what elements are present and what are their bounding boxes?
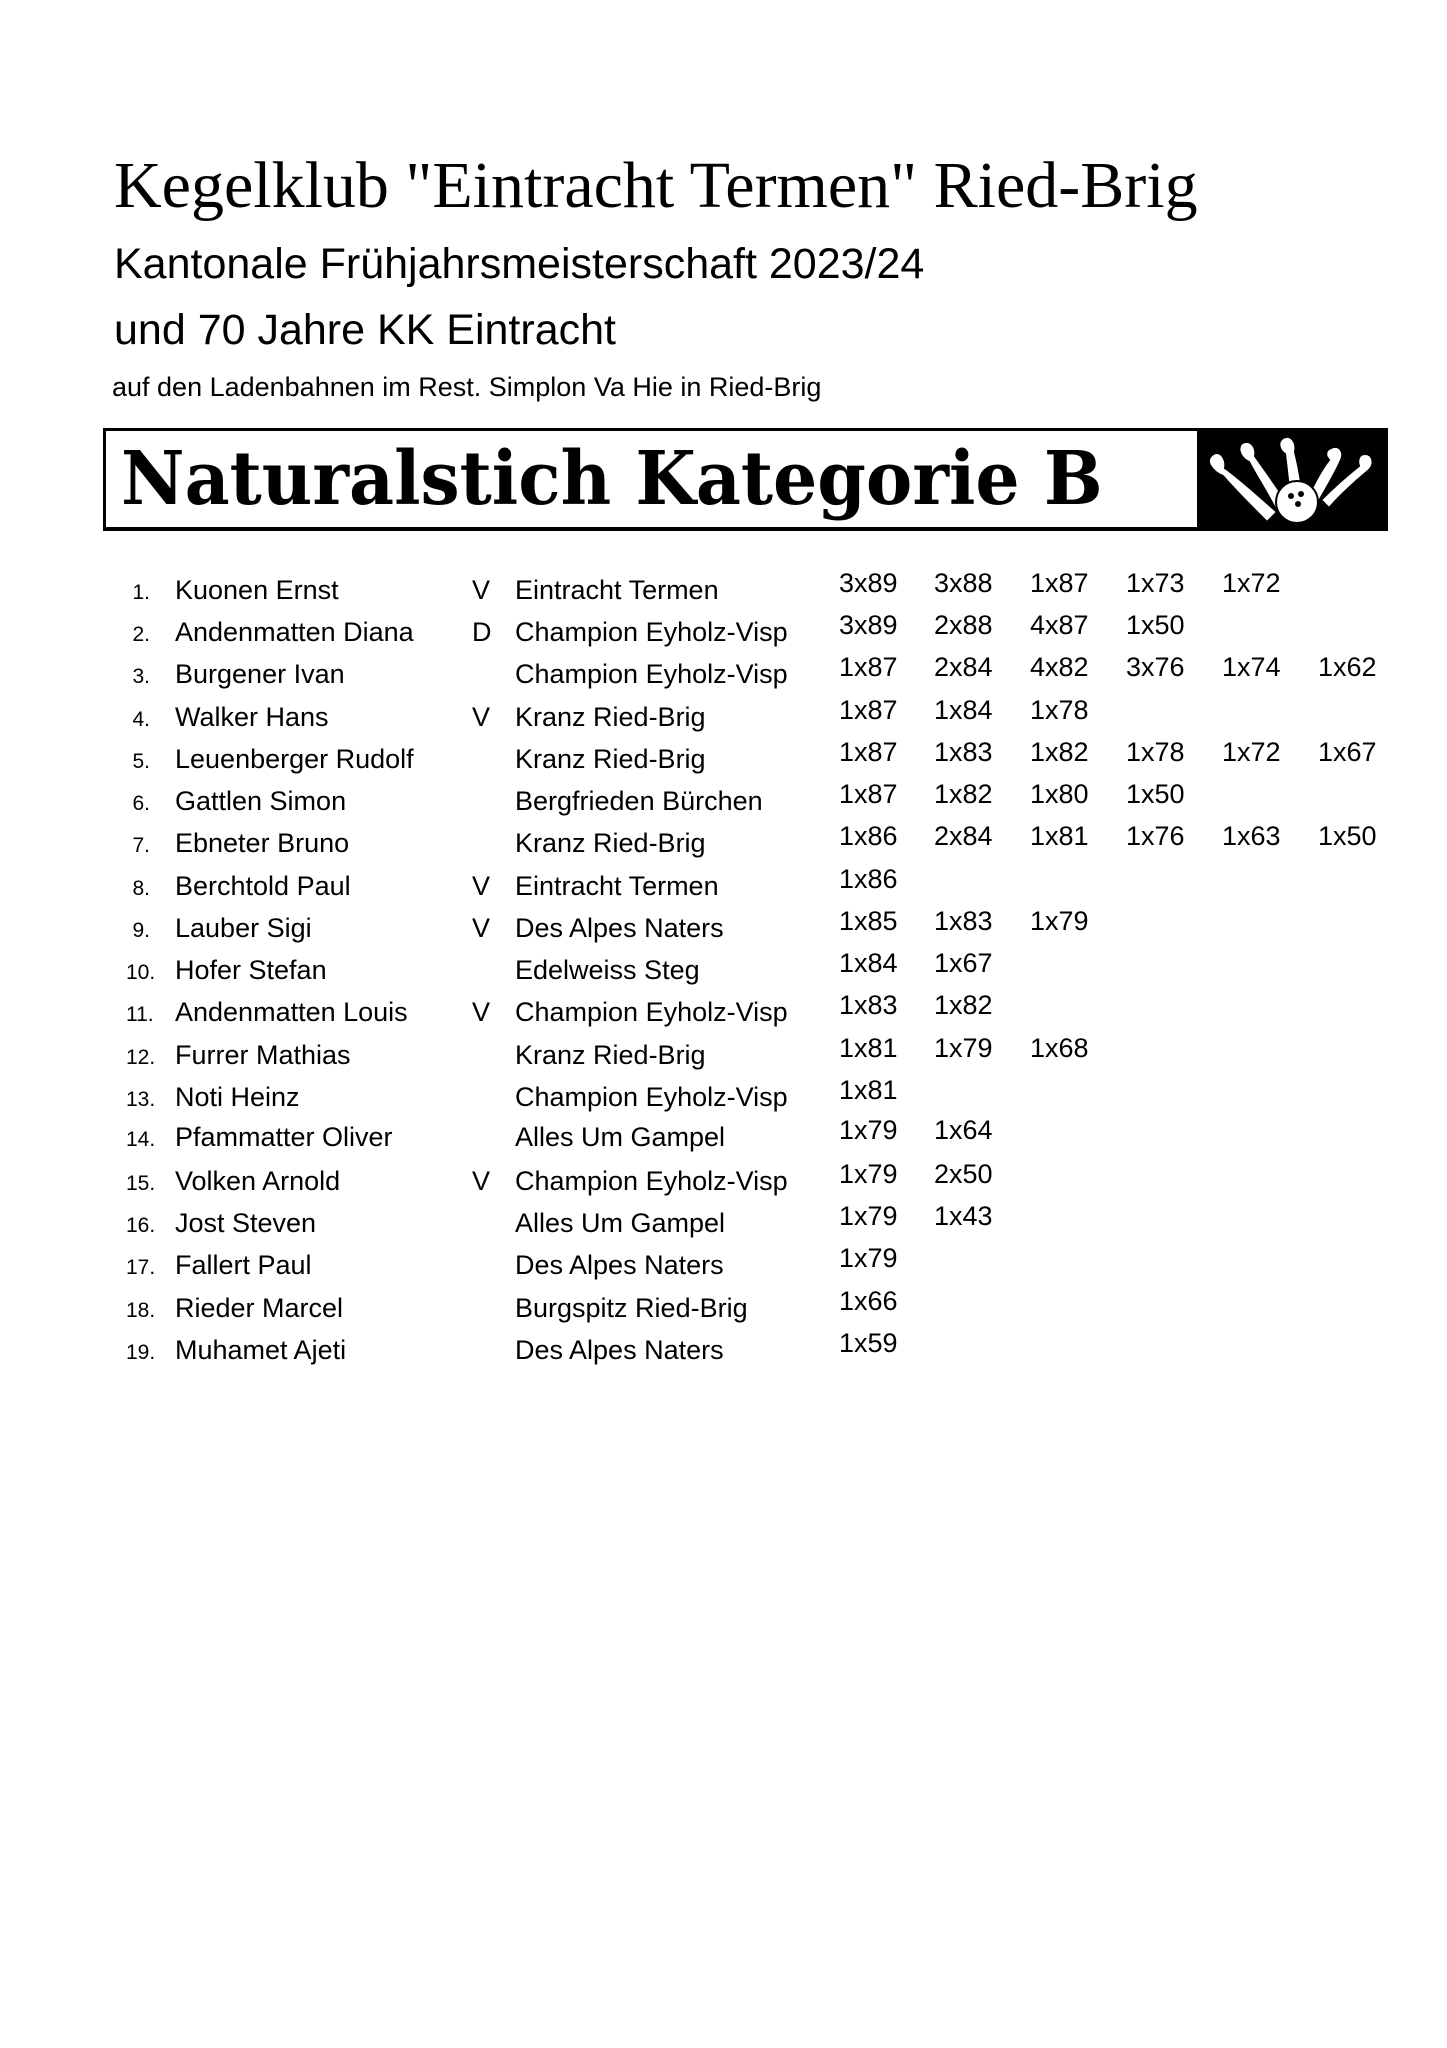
- player-name: Rieder Marcel: [175, 1293, 344, 1323]
- rank-number: 10.: [126, 961, 156, 984]
- score-cell: 1x50: [1126, 610, 1185, 640]
- player-name: Andenmatten Louis: [175, 997, 408, 1027]
- club-title: Kegelklub "Eintracht Termen" Ried-Brig: [114, 149, 1198, 222]
- result-row: [0, 695, 1447, 737]
- score-cell: 1x62: [1318, 652, 1377, 682]
- score-cell: 1x73: [1126, 568, 1185, 598]
- bowling-pins-and-ball-icon: [1197, 428, 1388, 531]
- rank-number: 3.: [132, 665, 150, 688]
- score-cell: 1x79: [839, 1115, 898, 1145]
- score-cell: 1x86: [839, 864, 898, 894]
- result-row: [0, 737, 1447, 779]
- score-cell: 1x76: [1126, 821, 1185, 851]
- score-cell: 1x84: [934, 695, 993, 725]
- score-cell: 1x86: [839, 821, 898, 851]
- club-name: Kranz Ried-Brig: [515, 744, 706, 774]
- club-name: Champion Eyholz-Visp: [515, 1082, 788, 1112]
- player-name: Ebneter Bruno: [175, 828, 350, 858]
- rank-number: 12.: [126, 1046, 156, 1069]
- score-cell: 1x79: [839, 1159, 898, 1189]
- score-cell: 2x84: [934, 652, 993, 682]
- rank-number: 18.: [126, 1299, 156, 1322]
- score-cell: 1x85: [839, 906, 898, 936]
- player-name: Hofer Stefan: [175, 955, 327, 985]
- score-cell: 3x89: [839, 568, 898, 598]
- result-row: [0, 1159, 1447, 1201]
- rank-number: 7.: [132, 834, 150, 857]
- score-cell: 1x50: [1126, 779, 1185, 809]
- score-cell: 2x50: [934, 1159, 993, 1189]
- score-cell: 1x79: [839, 1243, 898, 1273]
- club-name: Alles Um Gampel: [515, 1122, 726, 1152]
- rank-number: 6.: [132, 792, 150, 815]
- result-row: [0, 610, 1447, 652]
- result-row: [0, 1115, 1447, 1157]
- score-cell: 1x50: [1318, 821, 1377, 851]
- result-row: [0, 1328, 1447, 1370]
- player-name: Fallert Paul: [175, 1250, 312, 1280]
- result-row: [0, 779, 1447, 821]
- score-cell: 1x87: [1030, 568, 1089, 598]
- score-cell: 1x72: [1222, 568, 1281, 598]
- rank-number: 8.: [132, 877, 150, 900]
- player-name: Noti Heinz: [175, 1082, 300, 1112]
- result-row: [0, 906, 1447, 948]
- result-row: [0, 821, 1447, 863]
- club-name: Champion Eyholz-Visp: [515, 997, 788, 1027]
- score-cell: 1x78: [1126, 737, 1185, 767]
- club-name: Kranz Ried-Brig: [515, 702, 706, 732]
- score-cell: 1x79: [1030, 906, 1089, 936]
- player-name: Lauber Sigi: [175, 913, 312, 943]
- score-cell: 1x68: [1030, 1033, 1089, 1063]
- rank-number: 17.: [126, 1256, 156, 1279]
- score-cell: 1x67: [934, 948, 993, 978]
- category-code: D: [472, 617, 492, 647]
- score-cell: 4x82: [1030, 652, 1089, 682]
- category-code: V: [472, 913, 491, 943]
- player-name: Pfammatter Oliver: [175, 1122, 393, 1152]
- score-cell: 1x80: [1030, 779, 1089, 809]
- score-cell: 3x88: [934, 568, 993, 598]
- club-name: Kranz Ried-Brig: [515, 828, 706, 858]
- score-cell: 1x74: [1222, 652, 1281, 682]
- category-code: V: [472, 702, 491, 732]
- score-cell: 1x84: [839, 948, 898, 978]
- score-cell: 1x87: [839, 652, 898, 682]
- category-code: V: [472, 997, 491, 1027]
- score-cell: 1x81: [839, 1075, 898, 1105]
- player-name: Volken Arnold: [175, 1166, 341, 1196]
- player-name: Kuonen Ernst: [175, 575, 339, 605]
- score-cell: 1x79: [839, 1201, 898, 1231]
- club-name: Eintracht Termen: [515, 575, 719, 605]
- score-cell: 3x76: [1126, 652, 1185, 682]
- score-cell: 1x87: [839, 737, 898, 767]
- score-cell: 1x79: [934, 1033, 993, 1063]
- score-cell: 1x83: [839, 990, 898, 1020]
- rank-number: 19.: [126, 1341, 156, 1364]
- club-name: Eintracht Termen: [515, 871, 719, 901]
- score-cell: 3x89: [839, 610, 898, 640]
- player-name: Walker Hans: [175, 702, 329, 732]
- result-row: [0, 652, 1447, 694]
- result-row: [0, 1201, 1447, 1243]
- result-row: [0, 1243, 1447, 1285]
- score-cell: 1x81: [1030, 821, 1089, 851]
- score-cell: 2x88: [934, 610, 993, 640]
- score-cell: 1x87: [839, 695, 898, 725]
- event-title: Kantonale Frühjahrsmeisterschaft 2023/24: [114, 240, 925, 288]
- player-name: Leuenberger Rudolf: [175, 744, 414, 774]
- result-row: [0, 1075, 1447, 1117]
- score-cell: 1x59: [839, 1328, 898, 1358]
- result-row: [0, 1286, 1447, 1328]
- player-name: Andenmatten Diana: [175, 617, 414, 647]
- score-cell: 1x63: [1222, 821, 1281, 851]
- category-code: V: [472, 871, 491, 901]
- club-name: Alles Um Gampel: [515, 1208, 726, 1238]
- score-cell: 1x83: [934, 906, 993, 936]
- rank-number: 5.: [132, 750, 150, 773]
- score-cell: 1x82: [934, 990, 993, 1020]
- category-code: V: [472, 1166, 491, 1196]
- score-cell: 1x82: [1030, 737, 1089, 767]
- club-name: Champion Eyholz-Visp: [515, 617, 788, 647]
- score-cell: 2x84: [934, 821, 993, 851]
- score-cell: 1x43: [934, 1201, 993, 1231]
- club-name: Edelweiss Steg: [515, 955, 700, 985]
- club-name: Des Alpes Naters: [515, 913, 724, 943]
- rank-number: 16.: [126, 1214, 156, 1237]
- score-cell: 1x83: [934, 737, 993, 767]
- club-name: Champion Eyholz-Visp: [515, 1166, 788, 1196]
- score-cell: 1x72: [1222, 737, 1281, 767]
- anniversary-subtitle: und 70 Jahre KK Eintracht: [114, 306, 616, 354]
- venue-line: auf den Ladenbahnen im Rest. Simplon Va Hie in Ried-Brig: [112, 372, 822, 402]
- player-name: Jost Steven: [175, 1208, 317, 1238]
- result-row: [0, 948, 1447, 990]
- rank-number: 2.: [132, 623, 150, 646]
- player-name: Furrer Mathias: [175, 1040, 351, 1070]
- result-row: [0, 990, 1447, 1032]
- category-title: Naturalstich Kategorie B: [121, 436, 1103, 522]
- result-row: [0, 568, 1447, 610]
- score-cell: 1x66: [839, 1286, 898, 1316]
- club-name: Des Alpes Naters: [515, 1250, 724, 1280]
- rank-number: 1.: [132, 581, 150, 604]
- rank-number: 15.: [126, 1172, 156, 1195]
- score-cell: 1x81: [839, 1033, 898, 1063]
- player-name: Muhamet Ajeti: [175, 1335, 347, 1365]
- score-cell: 1x64: [934, 1115, 993, 1145]
- player-name: Gattlen Simon: [175, 786, 347, 816]
- score-cell: 4x87: [1030, 610, 1089, 640]
- club-name: Champion Eyholz-Visp: [515, 659, 788, 689]
- rank-number: 9.: [132, 919, 150, 942]
- category-banner: [103, 428, 1388, 531]
- rank-number: 11.: [126, 1003, 154, 1026]
- result-row: [0, 1033, 1447, 1075]
- rank-number: 14.: [126, 1128, 156, 1151]
- score-cell: 1x82: [934, 779, 993, 809]
- score-cell: 1x67: [1318, 737, 1377, 767]
- club-name: Bergfrieden Bürchen: [515, 786, 763, 816]
- category-code: V: [472, 575, 491, 605]
- club-name: Des Alpes Naters: [515, 1335, 724, 1365]
- player-name: Burgener Ivan: [175, 659, 345, 689]
- club-name: Kranz Ried-Brig: [515, 1040, 706, 1070]
- rank-number: 13.: [126, 1088, 156, 1111]
- player-name: Berchtold Paul: [175, 871, 351, 901]
- score-cell: 1x87: [839, 779, 898, 809]
- rank-number: 4.: [132, 708, 150, 731]
- club-name: Burgspitz Ried-Brig: [515, 1293, 748, 1323]
- result-row: [0, 864, 1447, 906]
- score-cell: 1x78: [1030, 695, 1089, 725]
